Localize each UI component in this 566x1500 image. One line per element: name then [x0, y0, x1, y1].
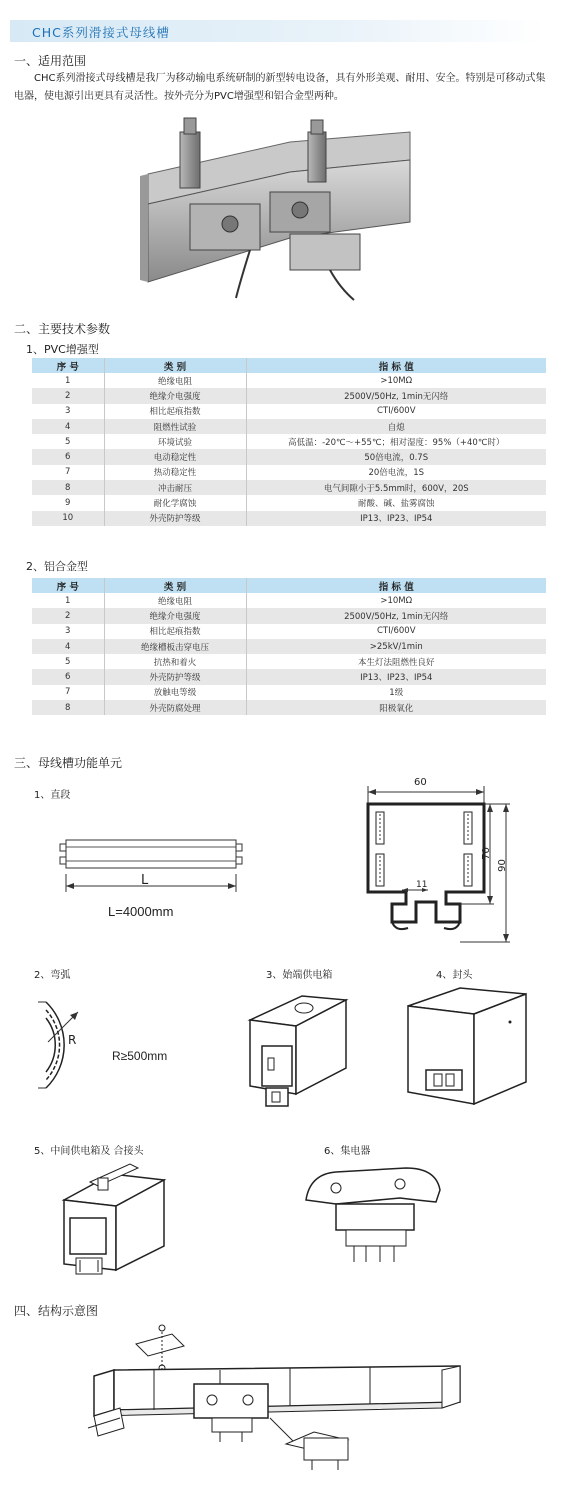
- product-photo: [140, 112, 440, 302]
- row-value: 耐酸、碱、盐雾腐蚀: [246, 495, 546, 510]
- profile-width: 60: [414, 777, 427, 788]
- table-row: [32, 419, 546, 434]
- table-row: [32, 404, 546, 419]
- row-category: 绝缘电阻: [104, 373, 246, 388]
- row-no: 1: [32, 593, 104, 608]
- curve-drawing: [34, 992, 114, 1102]
- row-value: 50倍电流，0.7S: [246, 449, 546, 464]
- row-value: IP13、IP23、IP54: [246, 511, 546, 526]
- table-row: [32, 373, 546, 388]
- row-category: 相比起痕指数: [104, 404, 246, 419]
- mid-feed-drawing: [60, 1160, 170, 1280]
- row-value: 电气间隙小于5.5mm时，600V，20S: [246, 480, 546, 495]
- header-category: 类 别: [104, 578, 246, 593]
- table-row: [32, 511, 546, 526]
- header-no: 序 号: [32, 358, 104, 373]
- section2-heading: 二、主要技术参数: [14, 322, 111, 336]
- structure-diagram: [80, 1318, 520, 1488]
- profile-slot: 11: [416, 880, 428, 890]
- table-row: [32, 654, 546, 669]
- row-value: 2500V/50Hz, 1min无闪络: [246, 608, 546, 623]
- table-header-row: [32, 358, 546, 373]
- row-value: 1级: [246, 685, 546, 700]
- row-no: 7: [32, 465, 104, 480]
- row-no: 7: [32, 685, 104, 700]
- end-cap-label: 4、封头: [436, 970, 473, 981]
- row-value: 高低温：-20℃～+55℃；相对湿度：95%（+40℃时）: [246, 434, 546, 449]
- row-category: 环境试验: [104, 434, 246, 449]
- table-row: [32, 669, 546, 684]
- row-value: 阳极氧化: [246, 700, 546, 715]
- feed-end-drawing: [244, 992, 354, 1112]
- row-category: 绝缘槽板击穿电压: [104, 639, 246, 654]
- curve-radius-text: R≥500mm: [112, 1049, 168, 1063]
- row-value: IP13、IP23、IP54: [246, 669, 546, 684]
- row-value: 2500V/50Hz, 1min无闪络: [246, 388, 546, 403]
- row-category: 绝缘介电强度: [104, 388, 246, 403]
- row-value: CTI/600V: [246, 404, 546, 419]
- row-no: 6: [32, 449, 104, 464]
- curve-radius-symbol: R: [68, 1033, 77, 1047]
- row-no: 1: [32, 373, 104, 388]
- row-value: 自熄: [246, 419, 546, 434]
- header-value: 指 标 值: [246, 358, 546, 373]
- row-no: 5: [32, 434, 104, 449]
- table-row: [32, 434, 546, 449]
- table-row: [32, 700, 546, 715]
- mid-feed-label: 5、中间供电箱及 合接头: [34, 1146, 144, 1157]
- row-value: >10MΩ: [246, 593, 546, 608]
- table-row: [32, 608, 546, 623]
- table-row: [32, 624, 546, 639]
- row-no: 10: [32, 511, 104, 526]
- table-row: [32, 639, 546, 654]
- row-category: 抗热和着火: [104, 654, 246, 669]
- row-no: 3: [32, 404, 104, 419]
- row-no: 2: [32, 608, 104, 623]
- row-category: 相比起痕指数: [104, 624, 246, 639]
- row-category: 热动稳定性: [104, 465, 246, 480]
- row-value: >10MΩ: [246, 373, 546, 388]
- row-no: 3: [32, 624, 104, 639]
- header-no: 序 号: [32, 578, 104, 593]
- row-category: 冲击耐压: [104, 480, 246, 495]
- table-row: [32, 593, 546, 608]
- row-no: 6: [32, 669, 104, 684]
- row-category: 外壳防护等级: [104, 511, 246, 526]
- table-row: [32, 480, 546, 495]
- aluminum-spec-table: [32, 578, 546, 715]
- title-bar: [10, 20, 546, 42]
- table-row: [32, 465, 546, 480]
- collector-label: 6、集电器: [324, 1146, 371, 1157]
- end-cap-drawing: [402, 984, 532, 1110]
- feed-end-label: 3、始端供电箱: [266, 970, 333, 981]
- profile-height-outer: 90: [496, 859, 508, 872]
- pvc-spec-table: [32, 358, 546, 526]
- table-row: [32, 449, 546, 464]
- straight-label: 1、直段: [34, 790, 71, 801]
- section3-heading: 三、母线槽功能单元: [14, 756, 123, 770]
- row-category: 阻燃性试验: [104, 419, 246, 434]
- row-category: 外壳防腐处理: [104, 700, 246, 715]
- row-no: 9: [32, 495, 104, 510]
- row-value: 本生灯法阻燃性良好: [246, 654, 546, 669]
- row-category: 耐化学腐蚀: [104, 495, 246, 510]
- row-category: 外壳防护等级: [104, 669, 246, 684]
- straight-dim-text: L=4000mm: [108, 904, 174, 919]
- page-title: CHC系列滑接式母线槽: [32, 25, 170, 40]
- row-no: 4: [32, 419, 104, 434]
- row-no: 4: [32, 639, 104, 654]
- row-value: 20倍电流，1S: [246, 465, 546, 480]
- profile-height-inner: 70: [480, 847, 492, 860]
- table-row: [32, 495, 546, 510]
- row-category: 电动稳定性: [104, 449, 246, 464]
- section4-heading: 四、结构示意图: [14, 1304, 99, 1318]
- straight-dim-symbol: L: [141, 873, 149, 888]
- section1-paragraph: CHC系列滑接式母线槽是我厂为移动输电系统研制的新型转电设备，具有外形美观、耐用、安全。特别是可移动式集电器，使电源引出更具有灵活性。按外壳分为PVC增强型和铝合金型两种。: [14, 73, 546, 102]
- table1-title: 1、PVC增强型: [26, 343, 99, 356]
- row-category: 放触电等级: [104, 685, 246, 700]
- row-no: 8: [32, 480, 104, 495]
- row-category: 绝缘介电强度: [104, 608, 246, 623]
- table2-title: 2、铝合金型: [26, 560, 88, 573]
- collector-drawing: [296, 1160, 446, 1270]
- row-no: 2: [32, 388, 104, 403]
- table-row: [32, 388, 546, 403]
- header-category: 类 别: [104, 358, 246, 373]
- row-value: CTI/600V: [246, 624, 546, 639]
- curve-label: 2、弯弧: [34, 970, 71, 981]
- section1-heading: 一、适用范围: [14, 54, 87, 68]
- header-value: 指 标 值: [246, 578, 546, 593]
- row-no: 8: [32, 700, 104, 715]
- table-row: [32, 685, 546, 700]
- table-header-row: [32, 578, 546, 593]
- row-no: 5: [32, 654, 104, 669]
- row-value: >25kV/1min: [246, 639, 546, 654]
- row-category: 绝缘电阻: [104, 593, 246, 608]
